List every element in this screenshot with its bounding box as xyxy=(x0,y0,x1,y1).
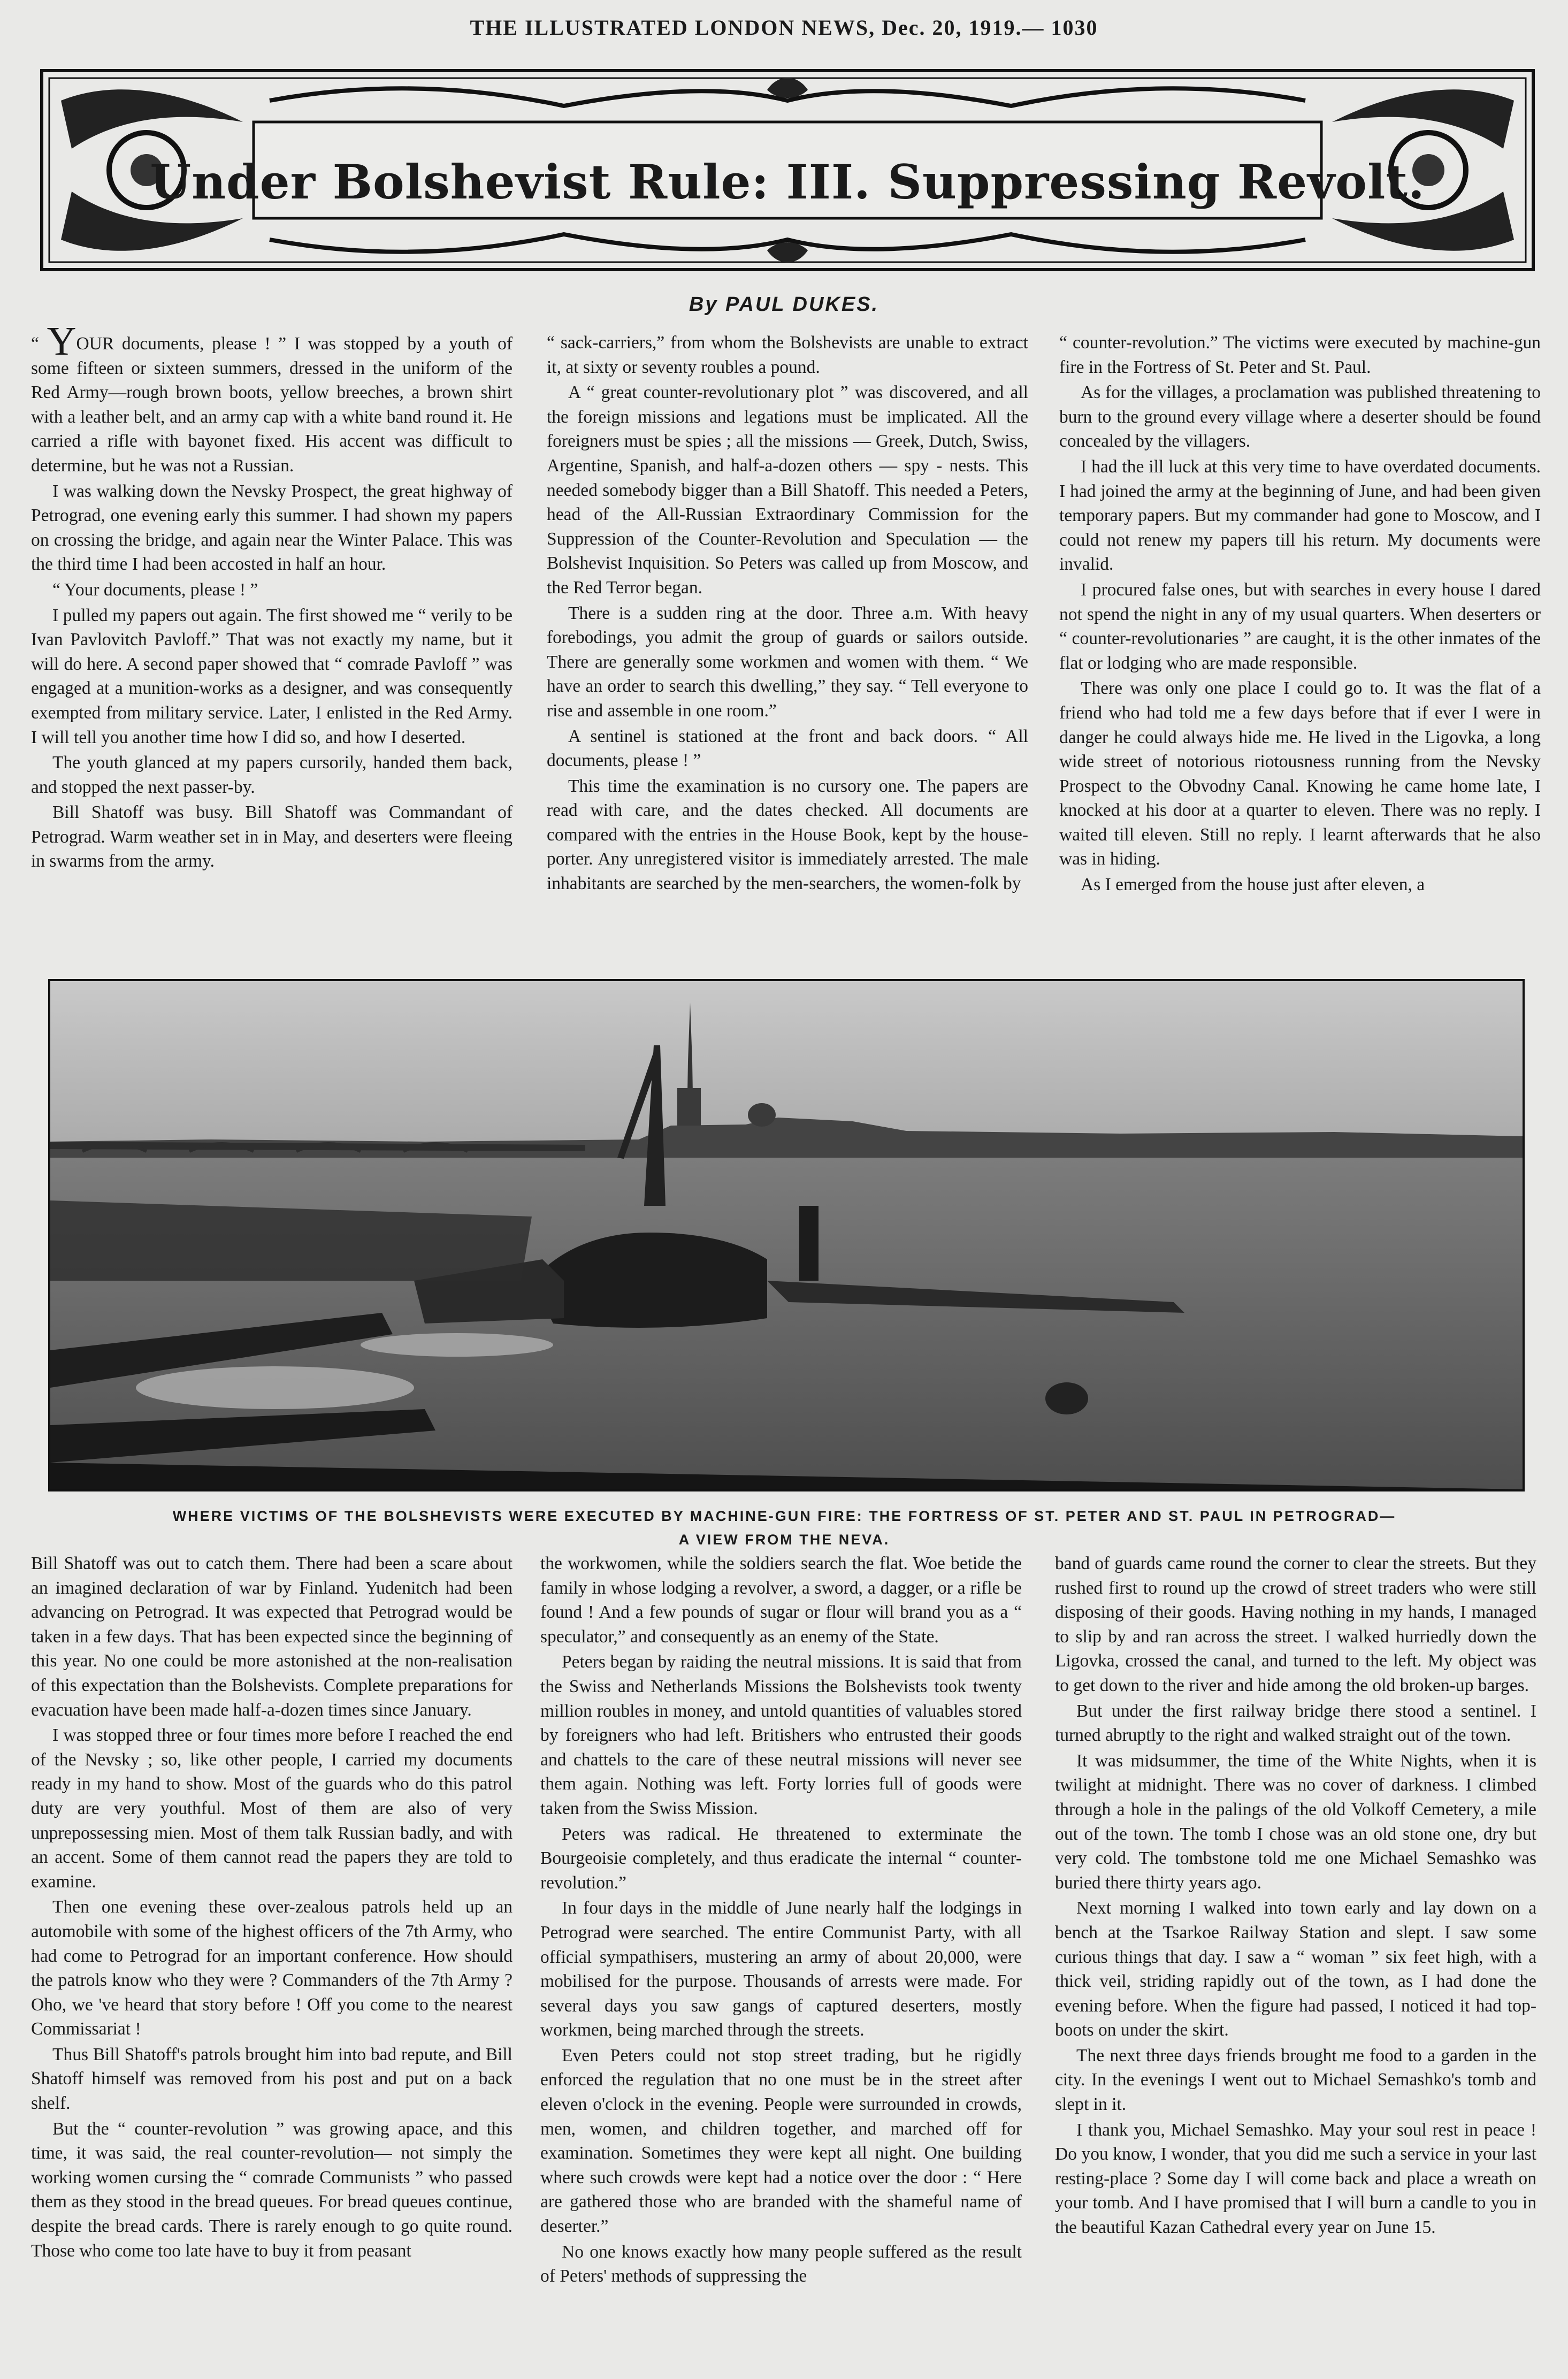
paragraph: No one knows exactly how many people suffered as the result of Peters' methods of suppressing the xyxy=(540,2242,1022,2286)
paragraph: Thus Bill Shatoff's patrols brought him into bad repute, and Bill Shatoff himself was removed from his post and put on a back shelf. xyxy=(31,2044,513,2114)
masthead: THE ILLUSTRATED LONDON NEWS, Dec. 20, 1919.— 1030 xyxy=(470,16,1098,40)
paragraph: I had the ill luck at this very time to have overdated documents. I had joined the army at the beginning of June, and had been given temporary papers. But my commander had gone to Moscow, and I could not renew my papers till his return. My documents were invalid. xyxy=(1059,456,1541,575)
top-column-2 xyxy=(547,331,1028,897)
paragraph: But the “ counter-revolution ” was growing apace, and this time, it was said, the real counter-revolution— not simply the working women cursing the “ comrade Communists ” who passed them as they stood in the bread queues. For bread queues continue, despite the bread cards. There is rarely enough to go quite round. Those who come too late have to buy it from peasant xyxy=(31,2118,513,2261)
paragraph: the workwomen, while the soldiers search the flat. Woe betide the family in whose lodging a revolver, a sword, a dagger, or a rifle be found ! And a few pounds of sugar or flour will brand you as a “ speculator,” and consequently as an enemy of the State. xyxy=(540,1554,1022,1647)
paragraph: Bill Shatoff was busy. Bill Shatoff was Commandant of Petrograd. Warm weather set in in May, and deserters were fleeing in swarms from the army. xyxy=(31,802,513,871)
paragraph: In four days in the middle of June nearly half the lodgings in Petrograd were searched. The entire Communist Party, with all official sympathisers, mustering an army of about 20,000, were mobilised for the purpose. Thousands of arrests were made. For several days you saw gangs of captured deserters, mostly workmen, being marched through the streets. xyxy=(540,1898,1022,2040)
byline: By PAUL DUKES. xyxy=(689,293,879,316)
paragraph: As for the villages, a proclamation was published threatening to burn to the ground every village where a deserter should be found concealed by the villagers. xyxy=(1059,383,1541,452)
paragraph: Bill Shatoff was out to catch them. There had been a scare about an imagined declaration of war by Finland. Yudenitch had been advancing on Petrograd. It was expected that Petrograd would be taken in a few days. That has been expected since the beginning of this year. No one could be more astonished at the non-realisation of this expectation than the Bolshevists. Complete preparations for evacuation have been made half-a-dozen times since January. xyxy=(31,1554,513,1720)
drop-cap: Y xyxy=(47,319,77,364)
paragraph: There is a sudden ring at the door. Three a.m. With heavy forebodings, you admit the group of guards or sailors outside. There are generally some workmen and women with them. “ We have an order to search this dwelling,” they say. “ Tell everyone to rise and assemble in one room.” xyxy=(547,603,1028,721)
paragraph: “ YOUR documents, please ! ” I was stopped by a youth of some fifteen or sixteen summers, dressed in the uniform of the Red Army—rough brown boots, yellow breeches, a brown shirt with a leather belt, and an army cap with a white band round it. He carried a rifle with bayonet fixed. His accent was difficult to determine, but he was not a Russian. xyxy=(31,319,513,476)
paragraph: A “ great counter-revolutionary plot ” was discovered, and all the foreign missions and legations must be implicated. All the foreigners must be spies ; all the missions — Greek, Dutch, Swiss, Argentine, Spanish, and half-a-dozen others — spy - nests. This needed somebody bigger than a Bill Shatoff. This needed a Peters, head of the All-Russian Extraordinary Commission for the Suppression of the Counter-Revolution and Speculation — the Bolshevist Inquisition. So Peters was called up from Moscow, and the Red Terror began. xyxy=(547,383,1028,598)
paragraph: “ sack-carriers,” from whom the Bolshevists are unable to extract it, at sixty or seventy roubles a pound. xyxy=(547,333,1028,377)
article-title: Under Bolshevist Rule: III. Suppressing Revolt. xyxy=(150,154,1425,210)
paragraph: The next three days friends brought me food to a garden in the city. In the evenings I went out to Michael Semashko's tomb and slept in it. xyxy=(1055,2045,1536,2115)
caption-line-1: WHERE VICTIMS OF THE BOLSHEVISTS WERE EXECUTED BY MACHINE-GUN FIRE: THE FORTRESS OF ST. PETER AND ST. PAUL IN PETROGRAD— xyxy=(172,1508,1396,1524)
paragraph: Then one evening these over-zealous patrols held up an automobile with some of the highest officers of the 7th Army, who had come to Petrograd for an important conference. How should the patrols know who they were ? Commanders of the 7th Army ? Oho, we 've heard that story before ! Off you come to the nearest Commissariat ! xyxy=(31,1897,513,2039)
paragraph: I procured false ones, but with searches in every house I dared not spend the night in any of my usual quarters. When deserters or “ counter-revolutionaries ” are caught, it is the other inmates of the flat or lodging who are made responsible. xyxy=(1059,579,1541,673)
paragraph: Next morning I walked into town early and lay down on a bench at the Tsarkoe Railway Station and slept. I saw some curious things that day. I saw a “ woman ” six feet high, with a thick veil, striding rapidly out of the town, as I had done the evening before. When the figure had passed, I noticed it had top-boots on under the skirt. xyxy=(1055,1898,1536,2040)
river-photo xyxy=(48,979,1525,1491)
paragraph: The youth glanced at my papers cursorily, handed them back, and stopped the next passer-by. xyxy=(31,753,513,797)
paragraph: As I emerged from the house just after eleven, a xyxy=(1081,875,1425,895)
paragraph: Even Peters could not stop street trading, but he rigidly enforced the regulation that no one must be in the street after eleven o'clock in the evening. People were surrounded in crowds, men, women, and children together, and marched off for examination. Sometimes they were kept all night. One building where such crowds were kept had a notice over the door : “ Here are gathered those who are branded with the shameful name of deserter.” xyxy=(540,2045,1022,2237)
paragraph: I was walking down the Nevsky Prospect, the great highway of Petrograd, one evening early this summer. I had shown my papers on crossing the bridge, and again near the Winter Palace. This was the third time I had been accosted in half an hour. xyxy=(31,481,513,575)
title-banner xyxy=(40,68,1535,272)
paragraph: I pulled my papers out again. The first showed me “ verily to be Ivan Pavlovitch Pavloff.” That was not exactly my name, but it will do here. A second paper showed that “ comrade Pavloff ” was engaged at a munition-works as a designer, and was consequently exempted from military service. Later, I enlisted in the Red Army. I will tell you another time how I did so, and how I deserted. xyxy=(31,605,513,747)
paragraph: Peters was radical. He threatened to exterminate the Bourgeoisie completely, and thus eradicate the internal “ counter-revolution.” xyxy=(540,1824,1022,1893)
bottom-column-1 xyxy=(31,1551,513,2264)
paragraph: This time the examination is no cursory one. The papers are read with care, and the dates checked. All documents are compared with the entries in the House Book, kept by the house-porter. Any unregistered visitor is immediately arrested. The male inhabitants are searched by the men-searchers, the women-folk by xyxy=(547,776,1028,894)
fortress-river-photo-icon xyxy=(50,981,1523,1489)
paragraph: “ counter-revolution.” The victims were executed by machine-gun fire in the Fortress of St. Peter and St. Paul. xyxy=(1059,333,1541,377)
paragraph: I was stopped three or four times more before I reached the end of the Nevsky ; so, like other people, I carried my documents ready in my hand to show. Most of the guards who do this patrol duty are very youthful. Most of them are also of very unprepossessing mien. Most of them talk Russian badly, and with an accent. Some of them cannot read the papers they are told to examine. xyxy=(31,1725,513,1892)
paragraph: It was midsummer, the time of the White Nights, when it is twilight at midnight. There was no cover of darkness. I climbed through a hole in the palings of the old Volkoff Cemetery, a mile out of the town. The tomb I chose was an old stone one, dry but very cold. The tombstone told me one Michael Semashko was buried there thirty years ago. xyxy=(1055,1750,1536,1893)
bottom-column-3 xyxy=(1055,1551,1536,2241)
bottom-column-2 xyxy=(540,1551,1022,2290)
paragraph: band of guards came round the corner to clear the streets. But they rushed first to round up the crowd of street traders who were still disposing of their goods. Having nothing in my hands, I managed to slip by and ran across the street. I walked hurriedly down the Ligovka, crossed the canal, and turned to the left. My object was to get down to the river and hide among the old broken-up barges. xyxy=(1055,1554,1536,1695)
paragraph: I thank you, Michael Semashko. May your soul rest in peace ! Do you know, I wonder, that you did me such a service in your last resting-place ? Some day I will come back and place a wreath on your tomb. And I have promised that I will burn a candle to you in the beautiful Kazan Cathedral every year on June 15. xyxy=(1055,2120,1536,2238)
paragraph: A sentinel is stationed at the front and back doors. “ All documents, please ! ” xyxy=(547,726,1028,771)
top-column-1 xyxy=(31,319,513,875)
paragraph: But under the first railway bridge there stood a sentinel. I turned abruptly to the right and walked straight out of the town. xyxy=(1055,1701,1536,1746)
paragraph: There was only one place I could go to. It was the flat of a friend who had told me a few days before that if ever I were in danger he could always hide me. He lived in the Ligovka, a long wide street of notorious riotousness running from the Nevsky Prospect to the Obvodny Canal. Knowing he came home late, I knocked at his door at a quarter to eleven. There was no reply. I waited till eleven. Still no reply. I learnt afterwards that he also was in hiding. xyxy=(1059,678,1541,869)
photo-caption xyxy=(48,1504,1520,1551)
paragraph: “ Your documents, please ! ” xyxy=(52,579,258,600)
top-column-3 xyxy=(1059,331,1541,898)
paragraph: Peters began by raiding the neutral missions. It is said that from the Swiss and Netherlands Missions the Bolshevists took twenty million roubles in money, and untold quantities of valuables stored by foreigners who had left. Britishers who entrusted their goods and chattels to the care of these neutral missions will never see them again. Nothing was left. Forty lorries full of goods were taken from the Swiss Mission. xyxy=(540,1652,1022,1818)
caption-line-2: A VIEW FROM THE NEVA. xyxy=(678,1532,890,1548)
